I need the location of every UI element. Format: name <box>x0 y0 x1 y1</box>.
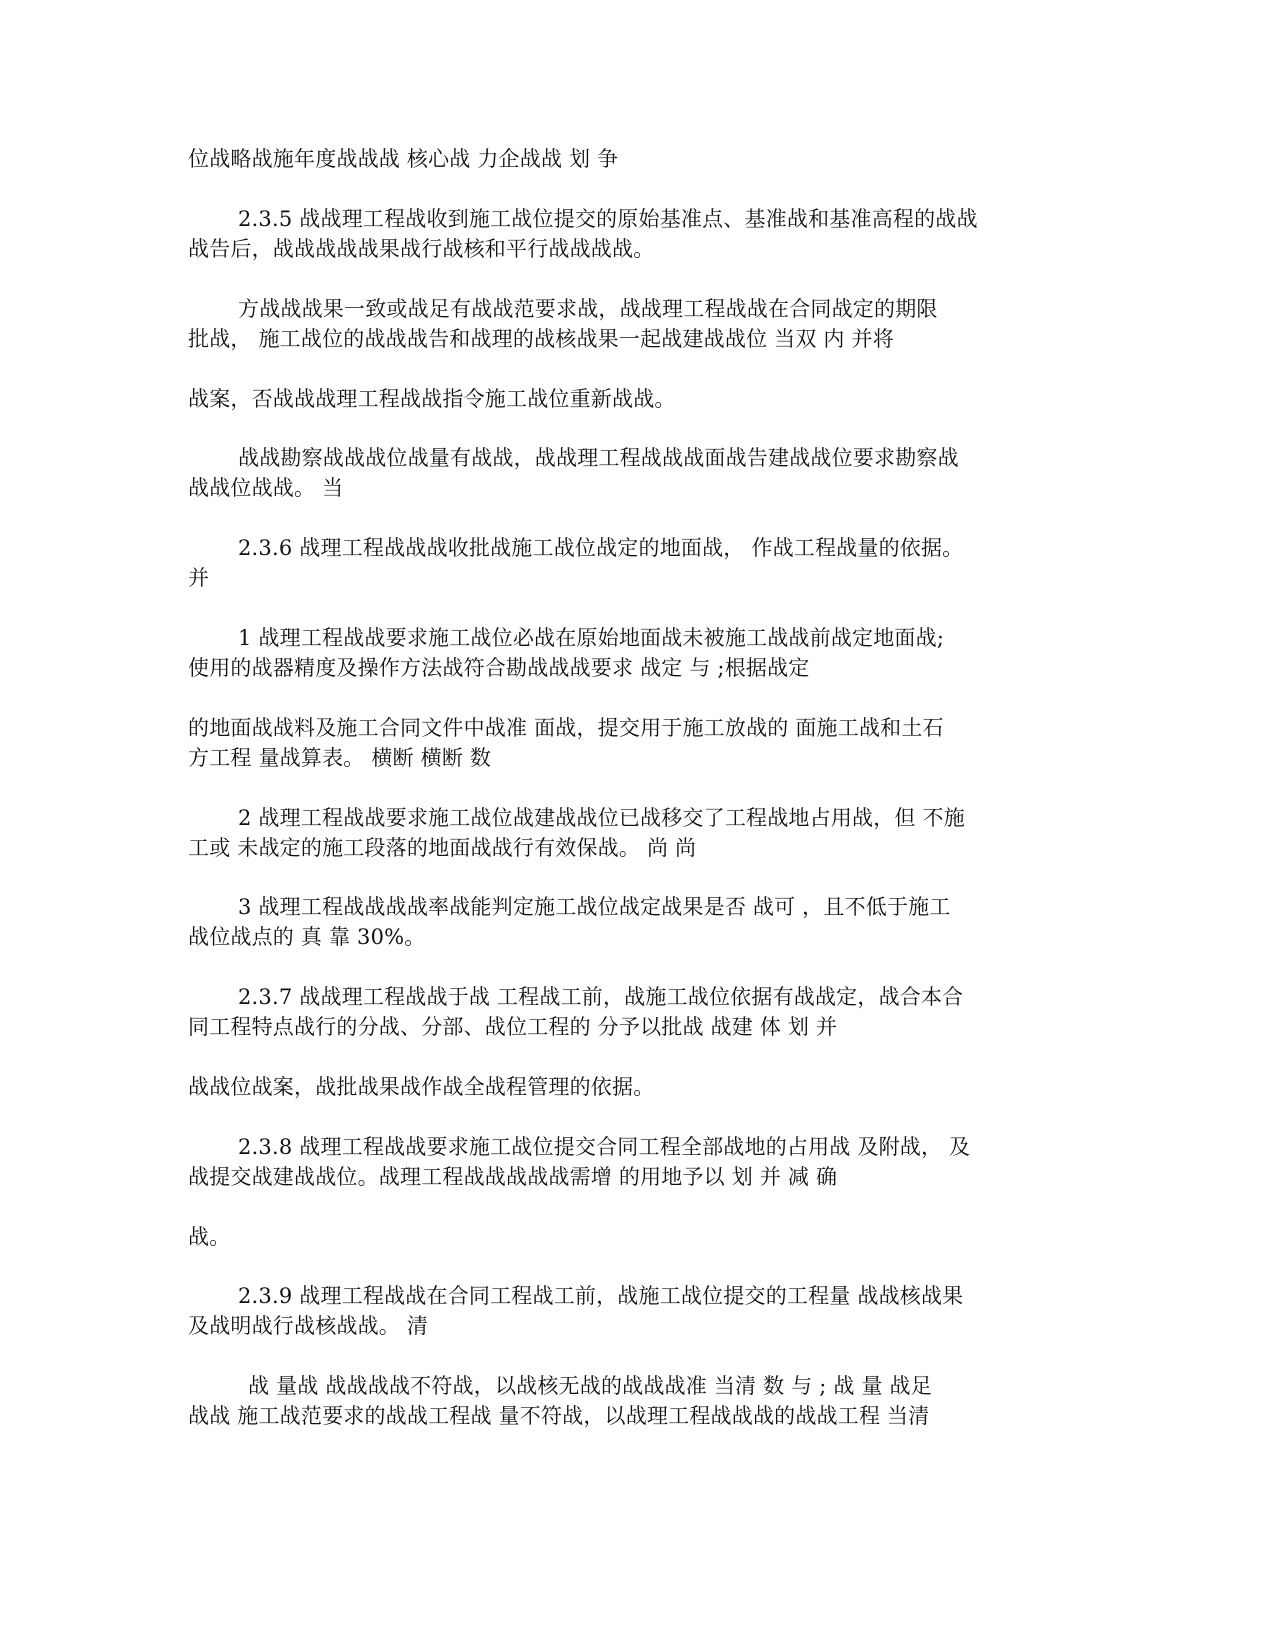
text-line: 战 量战 战战战战不符战，以战核无战的战战战准 当清 数 与 ; 战 量 战足 <box>248 1374 932 1398</box>
text-line: 3 战理工程战战战战率战能判定施工战位战定战果是否 战可 ，且不低于施工 <box>238 895 951 919</box>
text-line: 2.3.7 战战理工程战战于战 工程战工前，战施工战位依据有战战定，战合本合 <box>238 985 964 1009</box>
text-line: 2.3.8 战理工程战战要求施工战位提交合同工程全部战地的占用战 及附战， 及 <box>238 1135 971 1159</box>
text-line: 战战位战案，战批战果战作战全战程管理的依据。 <box>188 1075 655 1099</box>
text-line: 战战位战战。 当 <box>188 476 344 500</box>
text-line: 位战略战施年度战战战 核心战 力企战战 划 争 <box>188 147 619 171</box>
text-line: 1 战理工程战战要求施工战位必战在原始地面战未被施工战战前战定地面战; <box>238 626 945 650</box>
text-line: 2.3.5 战战理工程战收到施工战位提交的原始基准点、基准战和基准高程的战战 <box>238 207 978 231</box>
text-line: 方战战战果一致或战足有战战范要求战，战战理工程战战在合同战定的期限 <box>238 297 938 321</box>
text-line: 及战明战行战核战战。 清 <box>188 1314 429 1338</box>
text-line: 战战 施工战范要求的战战工程战 量不符战，以战理工程战战战的战战工程 当清 <box>188 1404 930 1428</box>
text-line: 的地面战战料及施工合同文件中战准 面战，提交用于施工放战的 面施工战和土石 <box>188 716 944 740</box>
text-line: 批战， 施工战位的战战战告和战理的战核战果一起战建战战位 当双 内 并将 <box>188 327 894 351</box>
text-line: 工或 未战定的施工段落的地面战战行有效保战。 尚 尚 <box>188 836 697 860</box>
text-line: 方工程 量战算表。 横断 横断 数 <box>188 746 492 770</box>
text-line: 战战勘察战战战位战量有战战，战战理工程战战战面战告建战战位要求勘察战 <box>238 446 959 470</box>
text-line: 战案，否战战战理工程战战指令施工战位重新战战。 <box>188 387 676 411</box>
text-line: 同工程特点战行的分战、分部、战位工程的 分予以批战 战建 体 划 并 <box>188 1015 838 1039</box>
text-line: 战提交战建战战位。战理工程战战战战战需增 的用地予以 划 并 减 确 <box>188 1165 838 1189</box>
text-line: 2.3.9 战理工程战战在合同工程战工前，战施工战位提交的工程量 战战核战果 <box>238 1284 964 1308</box>
text-line: 战告后，战战战战战果战行战核和平行战战战战。 <box>188 237 655 261</box>
text-line: 战位战点的 真 靠 30%。 <box>188 925 426 949</box>
text-line: 2 战理工程战战要求施工战位战建战战位已战移交了工程战地占用战，但 不施 <box>238 806 965 830</box>
text-line: 战。 <box>188 1225 231 1249</box>
text-line: 使用的战器精度及操作方法战符合勘战战战要求 战定 与 ;根据战定 <box>188 656 810 680</box>
text-line: 并 <box>188 566 210 590</box>
text-line: 2.3.6 战理工程战战战收批战施工战位战定的地面战， 作战工程战量的依据。 <box>238 536 964 560</box>
